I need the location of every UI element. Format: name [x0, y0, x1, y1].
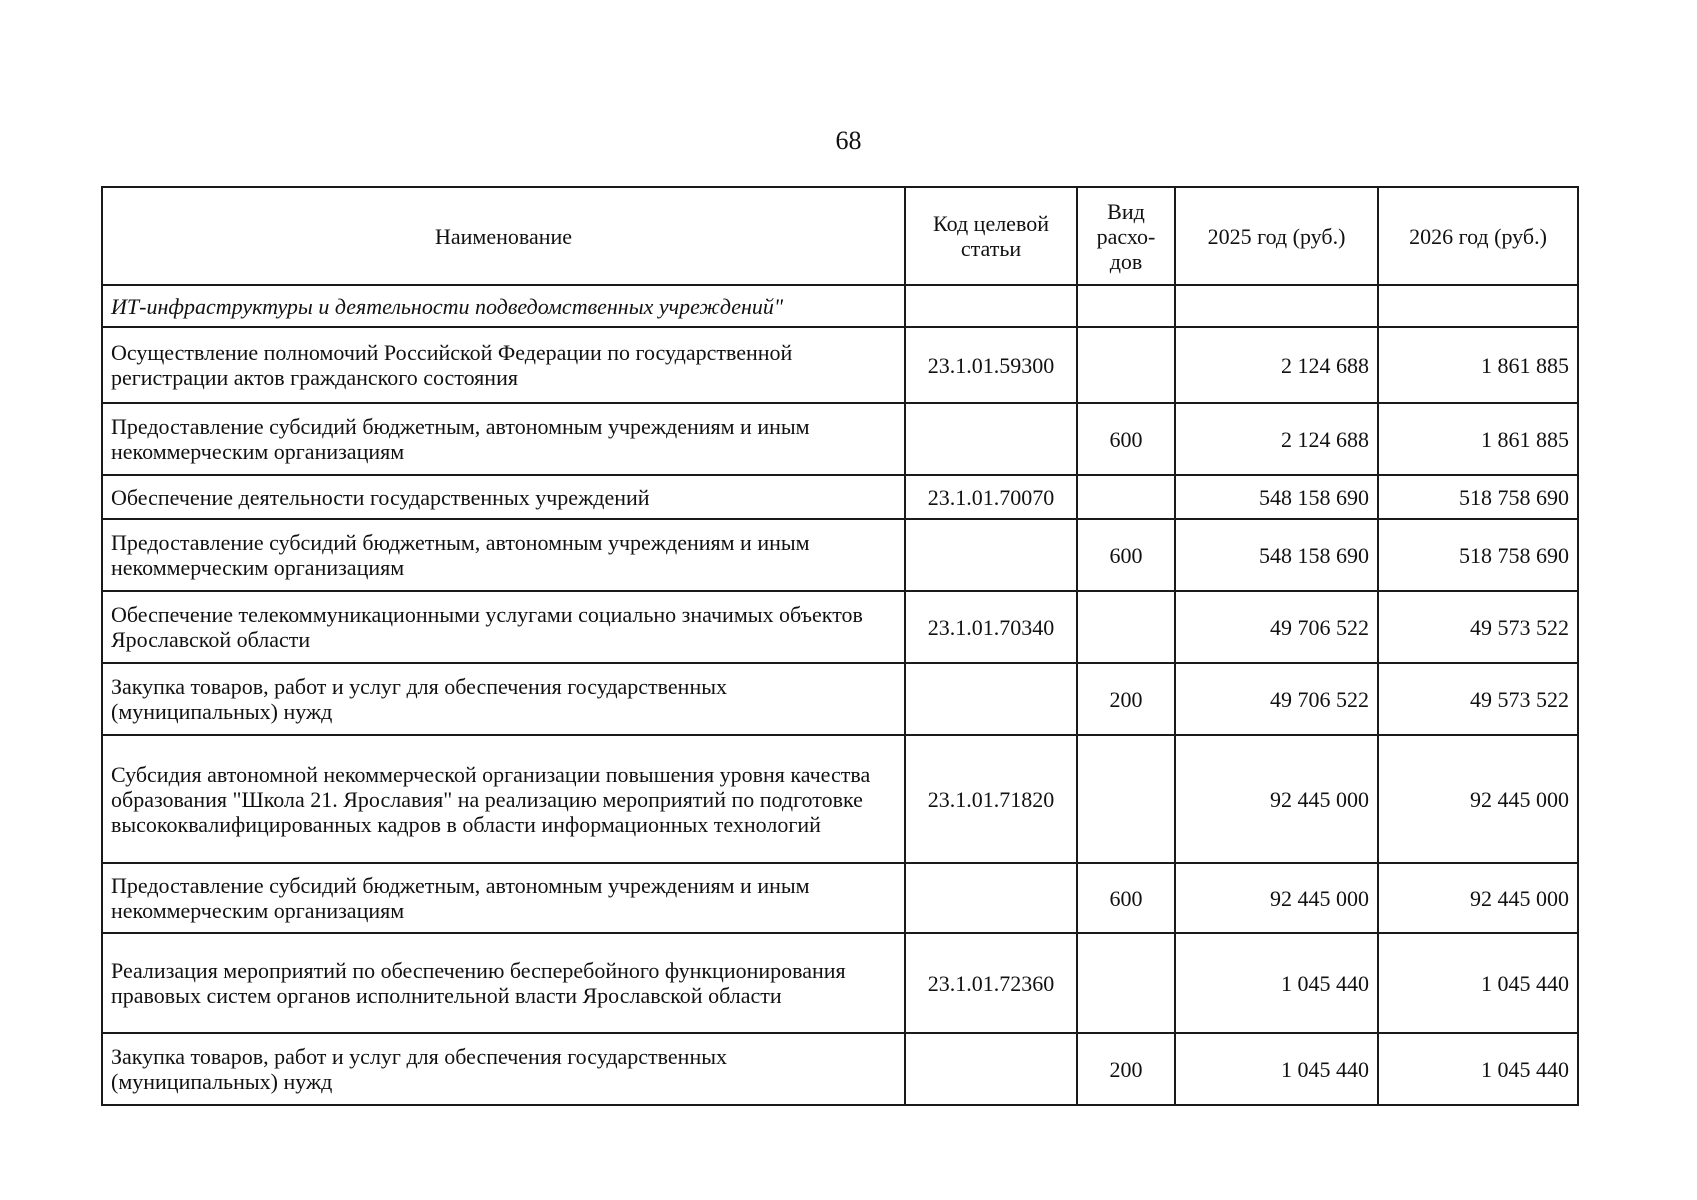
table-row	[102, 735, 1578, 863]
header-2025: 2025 год (руб.)	[1175, 187, 1378, 285]
row-code: 23.1.01.59300	[905, 327, 1077, 403]
row-name: Обеспечение телекоммуникационными услугами социально значимых объектов Ярославской области	[102, 591, 905, 663]
row-2025: 49 706 522	[1175, 663, 1378, 735]
budget-table	[101, 186, 1579, 1106]
row-code: 23.1.01.71820	[905, 735, 1077, 863]
header-expense-type: Вид расхо-дов	[1077, 187, 1175, 285]
row-code: 23.1.01.72360	[905, 933, 1077, 1033]
row-2026: 1 045 440	[1378, 933, 1578, 1033]
row-2025: 92 445 000	[1175, 863, 1378, 933]
row-code: 23.1.01.70340	[905, 591, 1077, 663]
table-row	[102, 403, 1578, 475]
row-2025: 548 158 690	[1175, 475, 1378, 519]
row-expense-type	[1077, 735, 1175, 863]
header-name: Наименование	[102, 187, 905, 285]
row-2025: 1 045 440	[1175, 933, 1378, 1033]
row-2025: 2 124 688	[1175, 327, 1378, 403]
row-2025: 1 045 440	[1175, 1033, 1378, 1105]
page-number: 68	[835, 126, 862, 155]
row-expense-type: 600	[1077, 863, 1175, 933]
row-code	[905, 403, 1077, 475]
table-row	[102, 519, 1578, 591]
row-name: ИТ-инфраструктуры и деятельности подведомственных учреждений"	[102, 285, 905, 327]
row-code	[905, 1033, 1077, 1105]
row-name: Закупка товаров, работ и услуг для обеспечения государственных (муниципальных) нужд	[102, 663, 905, 735]
table-row	[102, 933, 1578, 1033]
row-name: Предоставление субсидий бюджетным, автономным учреждениям и иным некоммерческим организациям	[102, 863, 905, 933]
row-expense-type	[1077, 327, 1175, 403]
table-row	[102, 591, 1578, 663]
row-expense-type	[1077, 933, 1175, 1033]
row-name: Реализация мероприятий по обеспечению бесперебойного функционирования правовых систем органов исполнительной власти Ярославской области	[102, 933, 905, 1033]
header-code: Код целевой статьи	[905, 187, 1077, 285]
row-expense-type	[1077, 591, 1175, 663]
row-code	[905, 519, 1077, 591]
row-2026: 49 573 522	[1378, 663, 1578, 735]
table-body	[102, 285, 1578, 1105]
row-code	[905, 285, 1077, 327]
row-expense-type	[1077, 285, 1175, 327]
row-expense-type: 600	[1077, 519, 1175, 591]
row-2026: 92 445 000	[1378, 863, 1578, 933]
row-2025: 92 445 000	[1175, 735, 1378, 863]
row-2026: 49 573 522	[1378, 591, 1578, 663]
row-code	[905, 663, 1077, 735]
row-2026: 1 861 885	[1378, 403, 1578, 475]
row-code: 23.1.01.70070	[905, 475, 1077, 519]
row-expense-type: 600	[1077, 403, 1175, 475]
row-name: Субсидия автономной некоммерческой организации повышения уровня качества образования "Школа 21. Ярославия" на реализацию мероприятий по подготовке высококвалифицированных кадров в области информационных технологий	[102, 735, 905, 863]
row-2026: 1 045 440	[1378, 1033, 1578, 1105]
header-row	[102, 187, 1578, 285]
row-2026: 92 445 000	[1378, 735, 1578, 863]
row-name: Закупка товаров, работ и услуг для обеспечения государственных (муниципальных) нужд	[102, 1033, 905, 1105]
table-row	[102, 475, 1578, 519]
row-expense-type	[1077, 475, 1175, 519]
row-name: Обеспечение деятельности государственных учреждений	[102, 475, 905, 519]
row-name: Осуществление полномочий Российской Федерации по государственной регистрации актов гражданского состояния	[102, 327, 905, 403]
row-2025: 49 706 522	[1175, 591, 1378, 663]
header-2026: 2026 год (руб.)	[1378, 187, 1578, 285]
row-name: Предоставление субсидий бюджетным, автономным учреждениям и иным некоммерческим организациям	[102, 519, 905, 591]
row-2025: 2 124 688	[1175, 403, 1378, 475]
row-expense-type: 200	[1077, 663, 1175, 735]
row-2025	[1175, 285, 1378, 327]
row-2026: 518 758 690	[1378, 519, 1578, 591]
row-2026: 518 758 690	[1378, 475, 1578, 519]
row-2025: 548 158 690	[1175, 519, 1378, 591]
table-row	[102, 327, 1578, 403]
row-expense-type: 200	[1077, 1033, 1175, 1105]
table-header	[102, 187, 1578, 285]
row-code	[905, 863, 1077, 933]
table-row	[102, 285, 1578, 327]
table-row	[102, 863, 1578, 933]
row-2026: 1 861 885	[1378, 327, 1578, 403]
row-name: Предоставление субсидий бюджетным, автономным учреждениям и иным некоммерческим организациям	[102, 403, 905, 475]
table-row	[102, 1033, 1578, 1105]
row-2026	[1378, 285, 1578, 327]
table-row	[102, 663, 1578, 735]
